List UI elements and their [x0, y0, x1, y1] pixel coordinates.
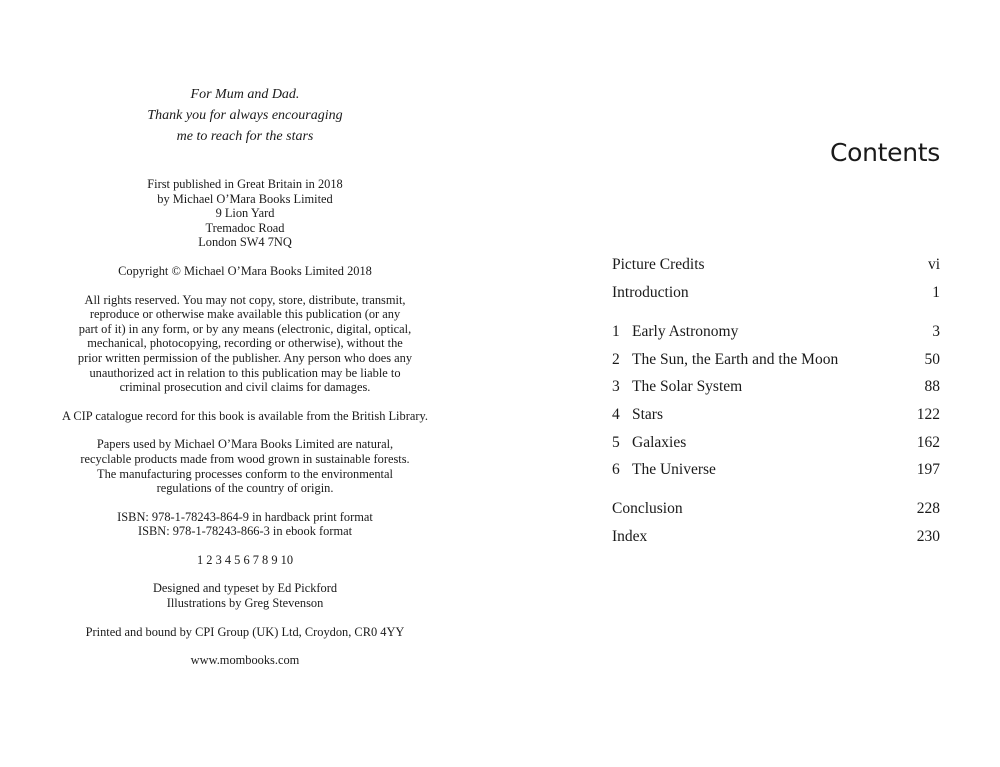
printing-line [40, 553, 450, 568]
toc-entry-title-text: Stars [632, 406, 663, 423]
cip-line: A CIP catalogue record for this book is available from the British Library. [62, 408, 428, 423]
publisher-address [40, 177, 450, 250]
printer-line: Printed and bound by CPI Group (UK) Ltd, Croydon, CR0 4YY [85, 624, 405, 639]
toc-entry-title-text: Introduction [612, 284, 689, 301]
rights-line: mechanical, photocopying, recording or otherwise), without the [87, 336, 403, 351]
toc-entry [612, 499, 940, 519]
toc-entry-page: 228 [916, 500, 940, 517]
printer-block [40, 625, 450, 640]
toc-entry-title-text: Index [612, 528, 648, 545]
toc-entry [612, 322, 940, 342]
toc-entry-page: 88 [924, 378, 940, 395]
toc-entry-title [612, 460, 716, 480]
toc-entry-page: 162 [916, 434, 940, 451]
toc-entry-number: 3 [612, 378, 620, 395]
toc-entry-number: 2 [612, 351, 620, 368]
toc-entry-title-text: The Universe [632, 461, 716, 478]
toc-entry [612, 433, 940, 453]
toc-entry [612, 255, 940, 275]
publisher-line: First published in Great Britain in 2018 [147, 177, 343, 191]
rights-notice [40, 293, 450, 395]
copyright-notice [40, 264, 450, 279]
toc-entry-title-text: The Sun, the Earth and the Moon [632, 351, 839, 368]
toc-entry-number: 4 [612, 406, 620, 423]
copyright-page [40, 84, 450, 668]
dedication-line: Thank you for always encouraging [147, 108, 343, 123]
toc-entry-title-text: Galaxies [632, 434, 687, 451]
toc-entry-title-text: Early Astronomy [632, 323, 739, 340]
toc-entry-number: 1 [612, 323, 620, 340]
papers-line: The manufacturing processes conform to the environmental [97, 466, 393, 481]
printing-number-line: 1 2 3 4 5 6 7 8 9 10 [196, 552, 294, 567]
toc-entry-title [612, 499, 683, 519]
toc-entry-title [612, 433, 686, 453]
toc-entry-title-text: Picture Credits [612, 256, 705, 273]
rights-line: reproduce or otherwise make available this publication (or any [89, 307, 401, 322]
papers-line: recyclable products made from wood grown in sustainable forests. [80, 451, 410, 466]
papers-notice [40, 437, 450, 495]
toc-entry-title-text: The Solar System [632, 378, 743, 395]
publisher-line: Tremadoc Road [205, 220, 285, 235]
cip-notice [40, 409, 450, 424]
toc-entry-page: 122 [916, 406, 940, 423]
isbn-line: ISBN: 978-1-78243-864-9 in hardback print format [117, 509, 373, 524]
publisher-line: London SW4 7NQ [198, 235, 292, 250]
papers-line: regulations of the country of origin. [156, 481, 334, 496]
toc-entry-title [612, 283, 689, 303]
rights-line: part of it) in any form, or by any means (electronic, digital, optical, [78, 321, 412, 336]
copyright-line: Copyright © Michael O’Mara Books Limited 2018 [118, 263, 372, 278]
toc-entry-page: 3 [932, 323, 940, 340]
toc-entry [612, 405, 940, 425]
toc-entry [612, 350, 940, 370]
rights-line: unauthorized act in relation to this publication may be liable to [89, 365, 401, 380]
toc-entry-title [612, 322, 738, 342]
credit-line: Designed and typeset by Ed Pickford [152, 581, 338, 596]
credit-line: Illustrations by Greg Stevenson [166, 596, 324, 611]
contents-title: Contents [829, 138, 940, 167]
toc-entry-number: 6 [612, 461, 620, 478]
toc-entry-title [612, 527, 647, 547]
toc-entry-number: 5 [612, 434, 620, 451]
dedication [40, 84, 450, 147]
isbn-line: ISBN: 978-1-78243-866-3 in ebook format [137, 524, 353, 539]
toc-entry [612, 460, 940, 480]
publisher-line: by Michael O’Mara Books Limited [157, 191, 333, 206]
rights-line: prior written permission of the publisher. Any person who does any [77, 350, 413, 365]
toc-entry-title [612, 350, 838, 370]
contents-page [612, 137, 940, 545]
dedication-line: me to reach for the stars [176, 129, 314, 144]
toc-entry-title [612, 377, 742, 397]
toc-entry [612, 527, 940, 547]
rights-line: All rights reserved. You may not copy, store, distribute, transmit, [84, 292, 406, 307]
toc-entry-title [612, 405, 663, 425]
rights-line: criminal prosecution and civil claims for damages. [119, 380, 371, 395]
toc-entry-page: 230 [916, 528, 940, 545]
website-link: www.mombooks.com [190, 653, 300, 668]
toc-entry-title [612, 255, 705, 275]
toc-entry-page: 197 [916, 461, 940, 478]
toc-entry [612, 377, 940, 397]
toc-entry-page: 1 [932, 284, 940, 301]
isbn-block [40, 510, 450, 539]
toc-entry [612, 283, 940, 303]
toc-entry-title-text: Conclusion [612, 500, 683, 517]
website-block [40, 653, 450, 668]
publisher-line: 9 Lion Yard [215, 206, 275, 221]
credits-block [40, 581, 450, 610]
toc-entry-page: vi [927, 256, 940, 273]
toc-entry-page: 50 [924, 351, 940, 368]
dedication-line: For Mum and Dad. [190, 87, 300, 102]
papers-line: Papers used by Michael O’Mara Books Limited are natural, [96, 437, 394, 452]
